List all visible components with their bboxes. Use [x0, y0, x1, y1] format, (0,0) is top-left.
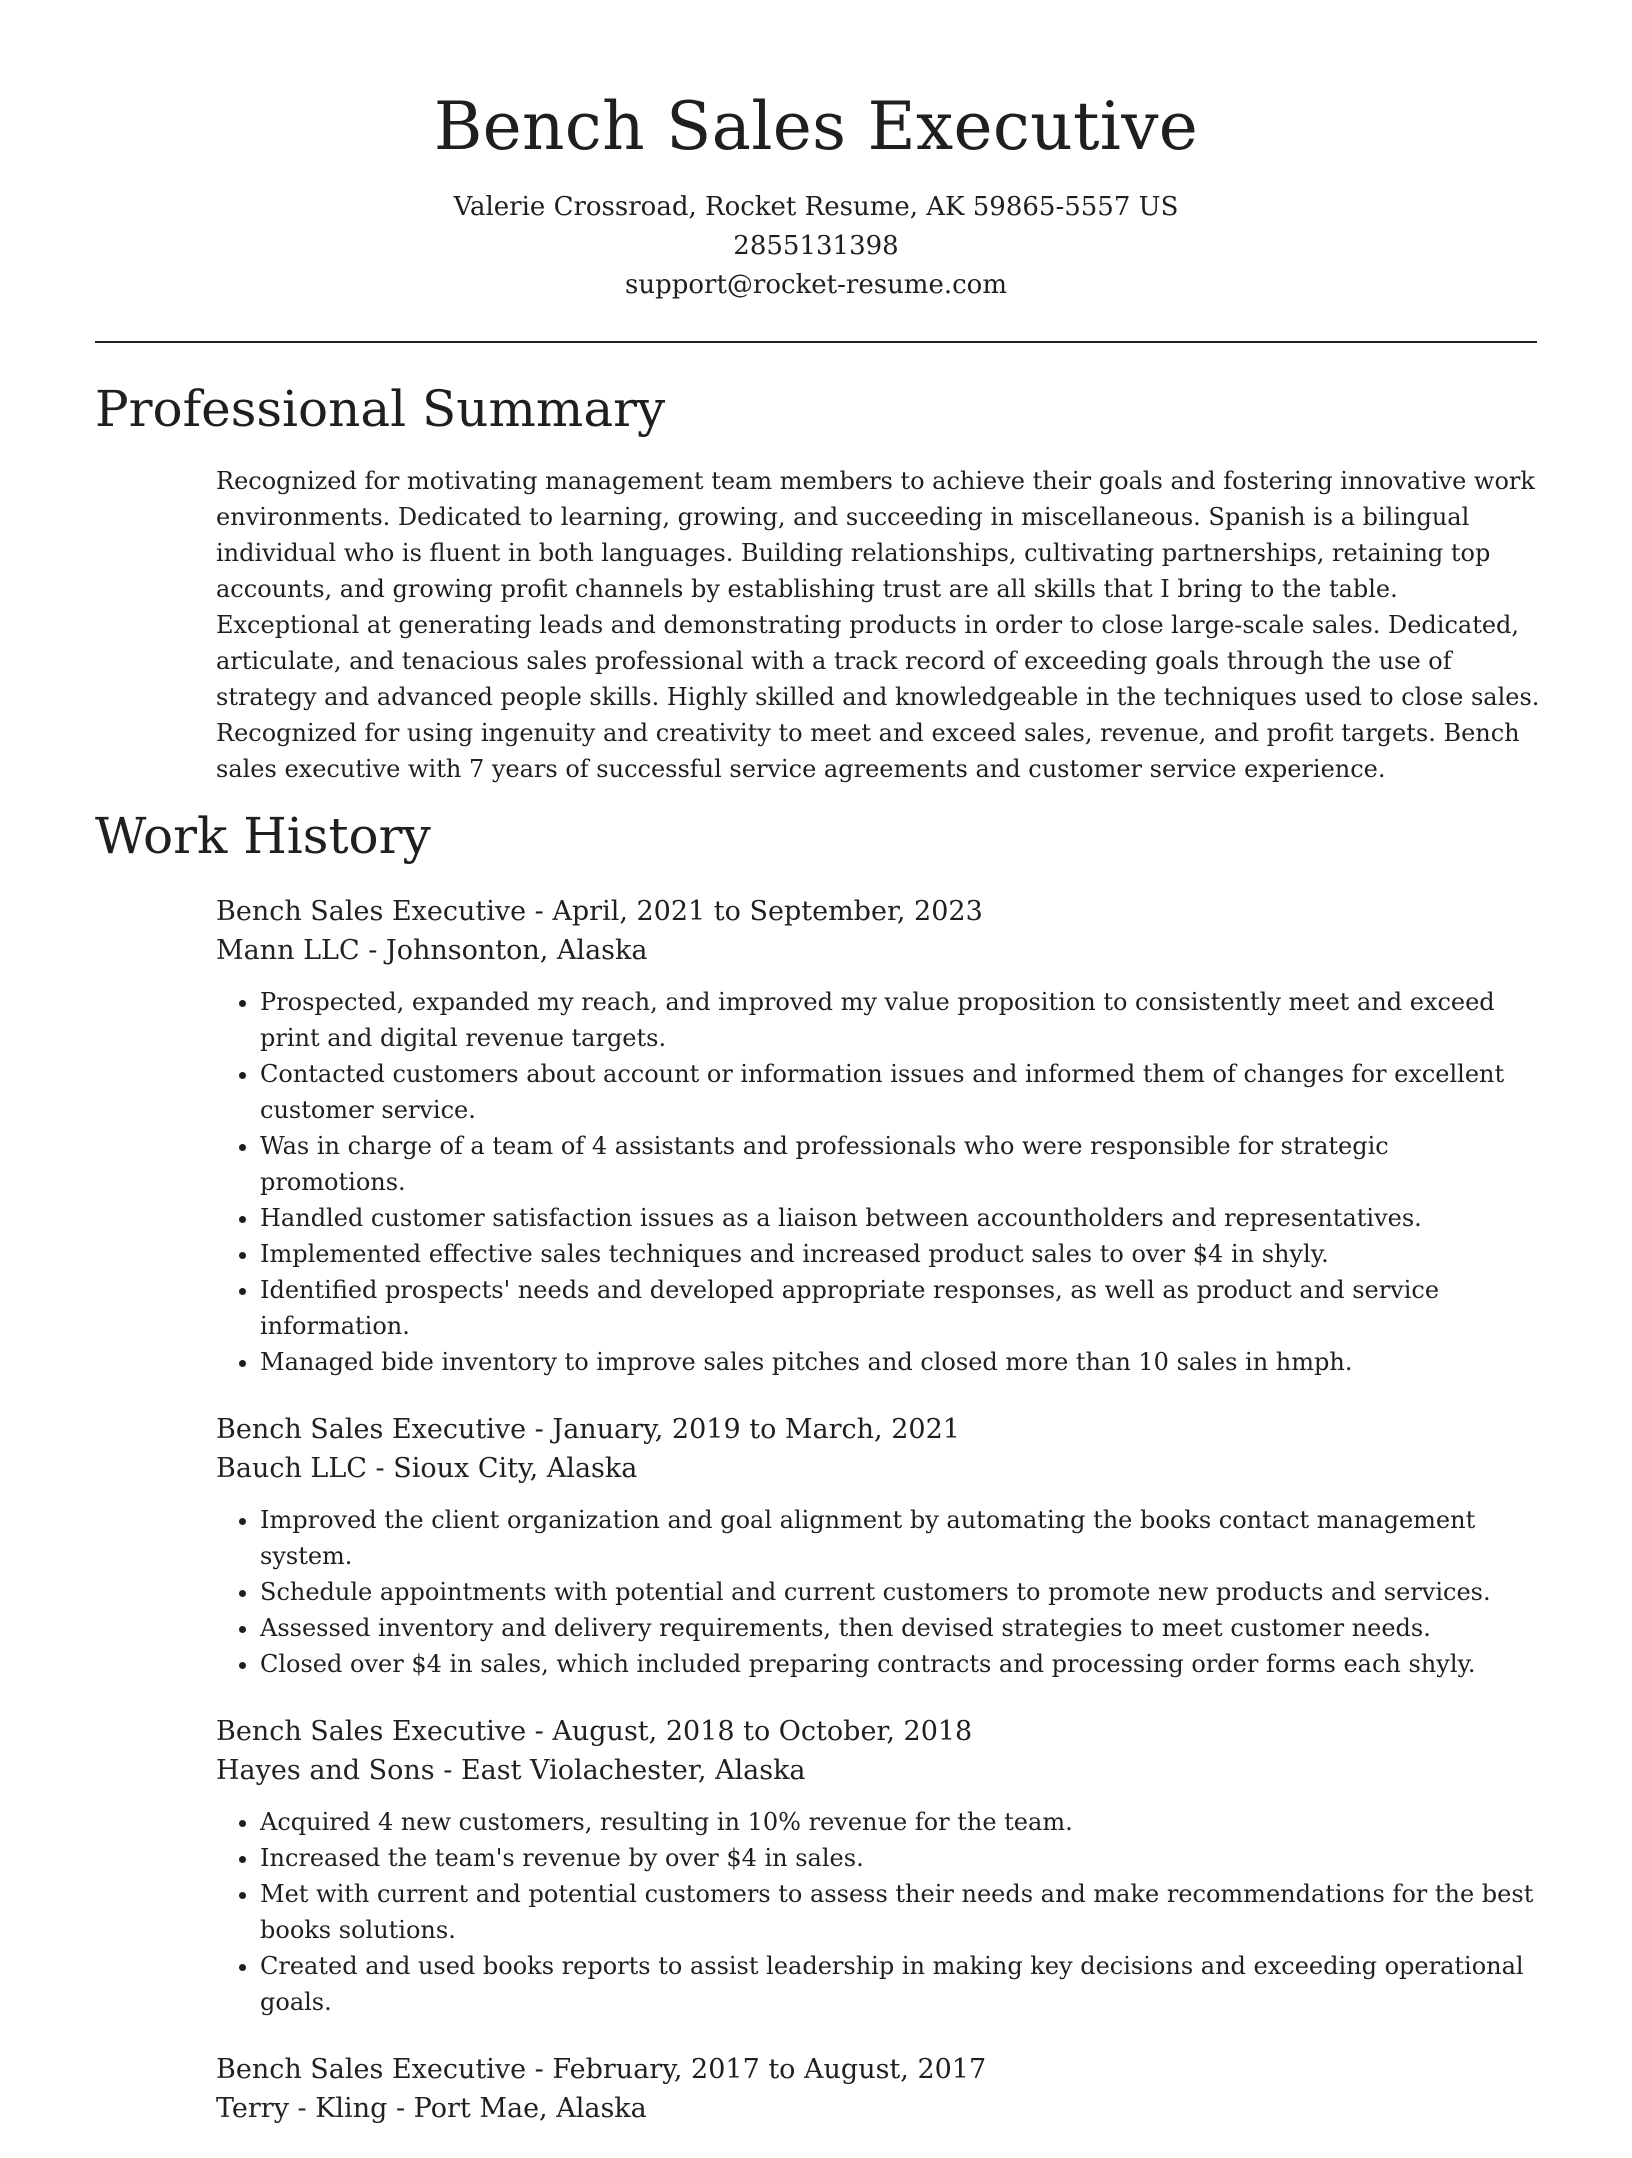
job-company: Bauch LLC — [216, 1453, 367, 1484]
job-bullet: • Handled customer satisfaction issues as a liaison between accountholders and representatives. — [260, 1200, 1541, 1236]
job-bullet: • Managed bide inventory to improve sales pitches and closed more than 10 sales in hmph. — [260, 1344, 1541, 1380]
job-title: Bench Sales Executive — [216, 1414, 527, 1445]
job-bullet: • Increased the team's revenue by over $4 in sales. — [260, 1840, 1541, 1876]
job-location: - East Violachester, Alaska — [434, 1755, 806, 1786]
job-location: - Port Mae, Alaska — [387, 2093, 647, 2124]
job-bullet: • Met with current and potential customers to assess their needs and make recommendations for the best books solutions. — [260, 1876, 1541, 1948]
job-company: Mann LLC — [216, 935, 360, 966]
job-title: Bench Sales Executive — [216, 2054, 527, 2085]
job-title: Bench Sales Executive — [216, 896, 527, 927]
job-dates: - August, 2018 to October, 2018 — [526, 1716, 973, 1747]
contact-block — [95, 188, 1537, 305]
job-dates: - January, 2019 to March, 2021 — [526, 1414, 960, 1445]
job-location: - Sioux City, Alaska — [366, 1453, 638, 1484]
job-bullet: • Acquired 4 new customers, resulting in 10% revenue for the team. — [260, 1804, 1541, 1840]
job-title-line — [216, 1410, 1541, 1449]
job-dates: - April, 2021 to September, 2023 — [526, 896, 983, 927]
job-title-line — [216, 1712, 1541, 1751]
job-location: - Johnsonton, Alaska — [359, 935, 648, 966]
job-entry — [216, 892, 1541, 1380]
job-bullet: • Closed over $4 in sales, which included preparing contracts and processing order forms each shyly. — [260, 1646, 1541, 1682]
job-company: Hayes and Sons — [216, 1755, 435, 1786]
work-history-list — [216, 892, 1541, 2158]
job-company-line — [216, 1751, 1541, 1790]
job-bullet: • Assessed inventory and delivery requirements, then devised strategies to meet customer needs. — [260, 1610, 1541, 1646]
job-title: Bench Sales Executive — [216, 1716, 527, 1747]
summary-text: Recognized for motivating management team members to achieve their goals and fostering innovative work environments. Dedicated to learning, growing, and succeeding in miscellaneous. Spanish is a bilingual individual who is fluent in both languages. Building relationships, cultivating partnerships, retaining top accounts, and growing profit channels by establishing trust are all skills that I bring to the table. Exceptional at generating leads and demonstrating products in order to close large-scale sales. Dedicated, articulate, and tenacious sales professional with a track record of exceeding goals through the use of strategy and advanced people skills. Highly skilled and knowledgeable in the techniques used to close sales. Recognized for using ingenuity and creativity to meet and exceed sales, revenue, and profit targets. Bench sales executive with 7 years of successful service agreements and customer service experience. — [216, 467, 1540, 783]
job-bullet: • Contacted customers about account or information issues and informed them of changes for excellent customer service. — [260, 1056, 1541, 1128]
job-dates: - February, 2017 to August, 2017 — [526, 2054, 987, 2085]
job-bullets — [216, 1502, 1541, 1682]
job-bullets — [216, 1804, 1541, 2020]
job-bullet: • Prospected, expanded my reach, and improved my value proposition to consistently meet and exceed print and digital revenue targets. — [260, 984, 1541, 1056]
job-title-line — [216, 892, 1541, 931]
job-entry — [216, 1410, 1541, 1682]
resume-header — [95, 82, 1537, 305]
job-company-line — [216, 1449, 1541, 1488]
job-entry — [216, 2050, 1541, 2128]
job-company: Terry - Kling — [216, 2093, 388, 2124]
job-bullet: • Implemented effective sales techniques and increased product sales to over $4 in shyly. — [260, 1236, 1541, 1272]
job-bullets — [216, 984, 1541, 1380]
resume-title: Bench Sales Executive — [433, 88, 1199, 165]
job-title-line — [216, 2050, 1541, 2089]
job-entry — [216, 1712, 1541, 2020]
job-bullet: • Identified prospects' needs and developed appropriate responses, as well as product and service information. — [260, 1272, 1541, 1344]
contact-address: Valerie Crossroad, Rocket Resume, AK 59865-5557 US — [453, 192, 1179, 222]
job-bullet: • Schedule appointments with potential and current customers to promote new products and services. — [260, 1574, 1541, 1610]
summary-heading: Professional Summary — [95, 380, 666, 438]
job-bullet: • Improved the client organization and goal alignment by automating the books contact management system. — [260, 1502, 1541, 1574]
contact-phone: 2855131398 — [733, 231, 899, 261]
job-company-line — [216, 2089, 1541, 2128]
header-divider — [95, 341, 1537, 343]
contact-email: support@rocket-resume.com — [624, 270, 1007, 300]
job-bullet: • Created and used books reports to assist leadership in making key decisions and exceeding operational goals. — [260, 1948, 1541, 2020]
work-history-heading: Work History — [95, 807, 431, 865]
job-company-line — [216, 931, 1541, 970]
job-bullet: • Was in charge of a team of 4 assistants and professionals who were responsible for strategic promotions. — [260, 1128, 1541, 1200]
